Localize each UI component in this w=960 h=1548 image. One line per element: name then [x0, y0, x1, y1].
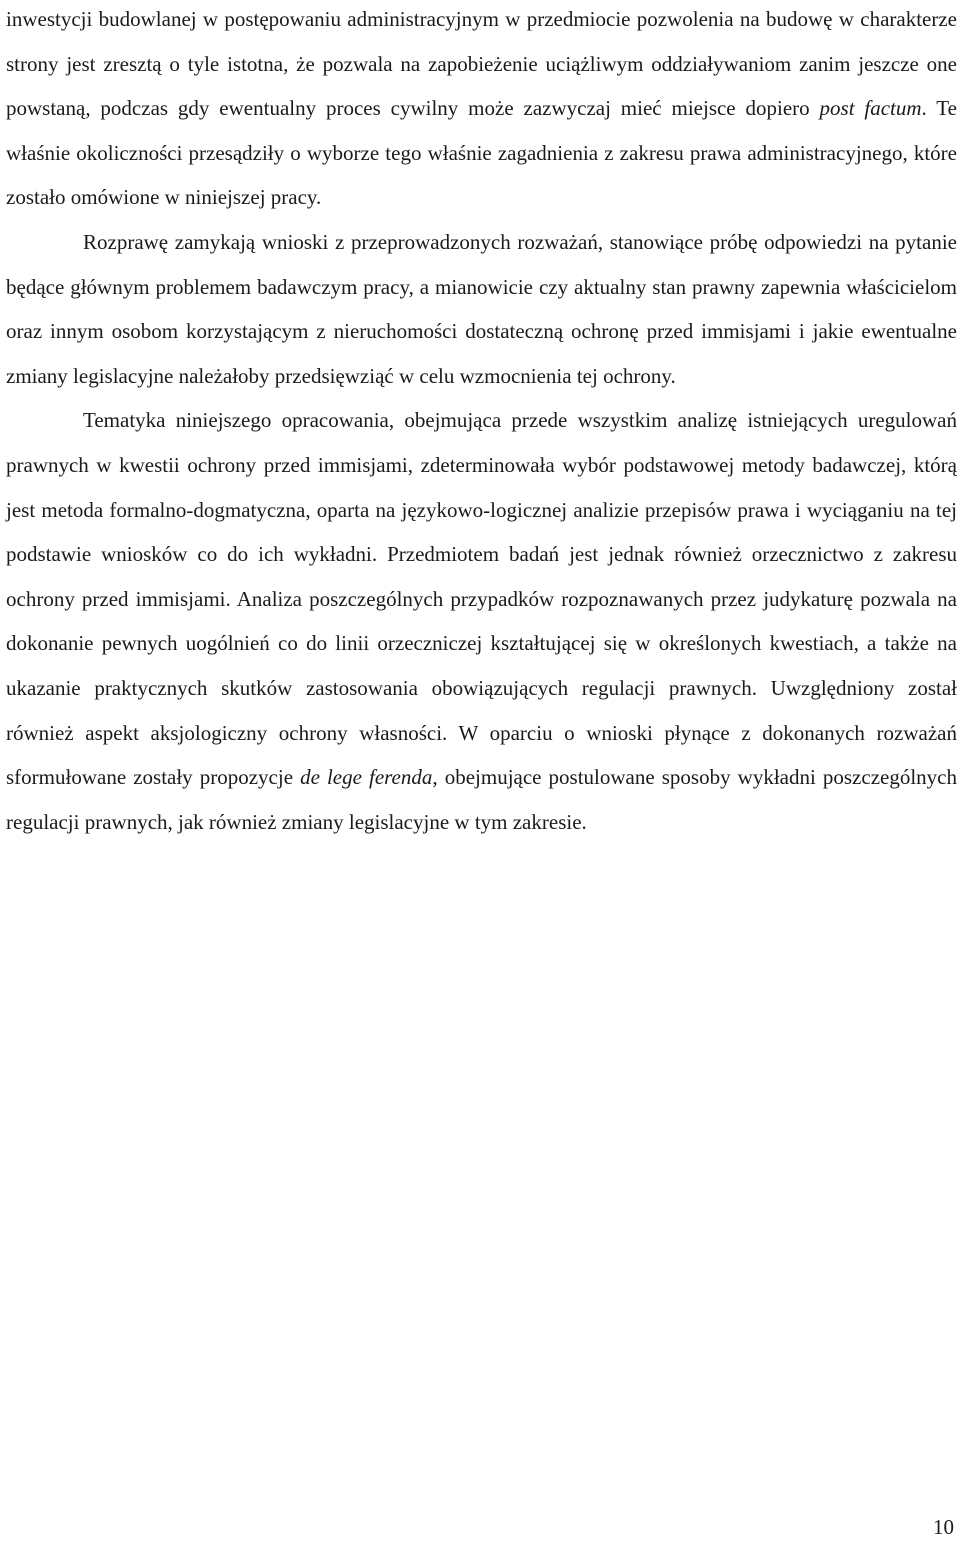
italic-phrase-de-lege-ferenda: de lege ferenda: [300, 765, 433, 790]
text-run: inwestycji budowlanej w postępowaniu administracyjnym w przedmiocie pozwolenia na budowę w charakterze strony jest zresztą o tyle istotna, że pozwala na zapobieżenie uciążliwym oddziaływaniom zanim jeszcze one powstaną, podczas gdy ewentualny proces cywilny może zazwyczaj mieć miejsce dopiero: [6, 7, 957, 121]
paragraph-conclusions: [6, 220, 957, 398]
page-number: 10: [933, 1515, 954, 1539]
text-run: , obejmujące postulowane sposoby wykładni poszczególnych regulacji prawnych, jak również zmiany legislacyjne w tym zakresie.: [6, 765, 957, 834]
italic-phrase-post-factum: post factum: [819, 96, 922, 121]
paragraph-methodology: [6, 398, 957, 844]
page-body: [6, 0, 957, 844]
paragraph-intro-continuation: [6, 0, 957, 220]
text-run: Tematyka niniejszego opracowania, obejmująca przede wszystkim analizę istniejących uregulowań prawnych w kwestii ochrony przed immisjami, zdeterminowała wybór podstawowej metody badawczej, którą jest metoda formalno-dogmatyczna, oparta na językowo-logicznej analizie przepisów prawa i wyciąganiu na tej podstawie wniosków co do ich wykładni. Przedmiotem badań jest jednak również orzecznictwo z zakresu ochrony przed immisjami. Analiza poszczególnych przypadków rozpoznawanych przez judykaturę pozwala na dokonanie pewnych uogólnień co do linii orzeczniczej kształtującej się w określonych kwestiach, a także na ukazanie praktycznych skutków zastosowania obowiązujących regulacji prawnych. Uwzględniony został również aspekt aksjologiczny ochrony własności. W oparciu o wnioski płynące z dokonanych rozważań sformułowane zostały propozycje: [6, 408, 957, 790]
text-run: Rozprawę zamykają wnioski z przeprowadzonych rozważań, stanowiące próbę odpowiedzi na pytanie będące głównym problemem badawczym pracy, a mianowicie czy aktualny stan prawny zapewnia właścicielom oraz innym osobom korzystającym z nieruchomości dostateczną ochronę przed immisjami i jakie ewentualne zmiany legislacyjne należałoby przedsięwziąć w celu wzmocnienia tej ochrony.: [6, 229, 957, 388]
text-run: . Te właśnie okoliczności przesądziły o wyborze tego właśnie zagadnienia z zakresu prawa administracyjnego, które zostało omówione w niniejszej pracy.: [6, 96, 957, 210]
